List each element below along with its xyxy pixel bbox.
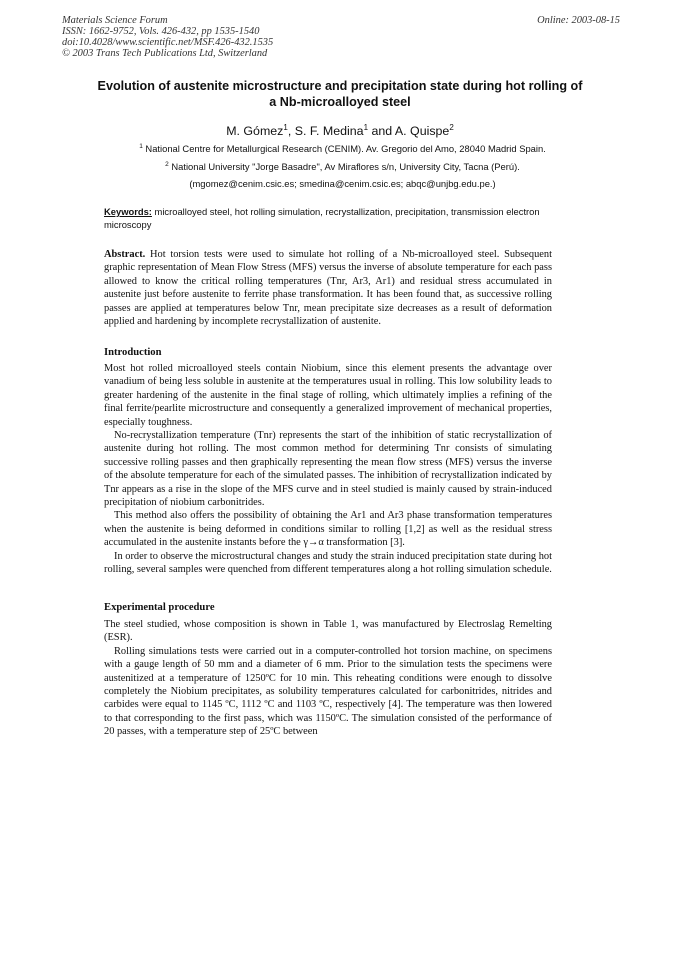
- abstract-label: Abstract.: [104, 249, 146, 260]
- affiliation-mark: 1: [139, 143, 143, 150]
- author-name: M. Gómez: [226, 124, 284, 139]
- author-name: S. F. Medina: [294, 124, 364, 139]
- author-affiliation-mark: 1: [283, 123, 288, 132]
- author-separator: ,: [287, 124, 295, 139]
- abstract-block: [104, 248, 552, 328]
- affiliation-mark: 2: [165, 161, 169, 168]
- online-date: Online: 2003-08-15: [537, 15, 620, 26]
- affiliation-text: National Centre for Metallurgical Research (CENIM). Av. Gregorio del Amo, 28040 Madrid Spain.: [142, 143, 546, 155]
- experimental-heading: Experimental procedure: [104, 602, 215, 613]
- paragraph: Most hot rolled microalloyed steels contain Niobium, since this element presents the advantage over vanadium of being less soluble in austenite at the temperatures usual in rolling. This low solubility leads to greater hardening of the austenite in the final stage of rolling, which ultimately implies a refining of the final ferrite/pearlite microstructure and consequently a generalized improvement of mechanical properties, especially toughness.: [104, 363, 552, 428]
- paragraph: This method also offers the possibility of obtaining the Ar1 and Ar3 phase transformation temperatures when the austenite is being deformed in conditions similar to rolling [1,2] as well as the residual stress accumulated in the austenite instants before the γ→α transformation [3].: [104, 510, 552, 549]
- keywords-label: Keywords:: [104, 206, 152, 217]
- author-affiliation-mark: 1: [363, 123, 369, 132]
- keywords-block: [104, 205, 560, 231]
- author-affiliation-mark: 2: [449, 123, 454, 132]
- introduction-heading: Introduction: [104, 347, 162, 358]
- affiliation-1: [95, 140, 590, 155]
- introduction-body: [104, 362, 552, 577]
- paragraph: In order to observe the microstructural changes and study the strain induced precipitation state during hot rolling, several samples were quenched from different temperatures along a hot rolling simulation schedule.: [104, 550, 552, 576]
- author-emails: (mgomez@cenim.csic.es; smedina@cenim.csic.es; abqc@unjbg.edu.pe.): [189, 178, 496, 189]
- copyright-line: © 2003 Trans Tech Publications Ltd, Switzerland: [62, 48, 268, 59]
- keywords-text: microalloyed steel, hot rolling simulation, recrystallization, precipitation, transmission electron microscopy: [104, 206, 540, 230]
- author-separator: and: [368, 124, 395, 139]
- author-name: A. Quispe: [394, 124, 450, 139]
- doi-line: doi:10.4028/www.scientific.net/MSF.426-432.1535: [62, 37, 274, 48]
- paragraph: The steel studied, whose composition is shown in Table 1, was manufactured by Electroslag Remelting (ESR).: [104, 619, 552, 644]
- issn-line: ISSN: 1662-9752, Vols. 426-432, pp 1535-1540: [62, 26, 260, 37]
- paper-title: Evolution of austenite microstructure and precipitation state during hot rolling of a Nb-microalloyed steel: [97, 79, 583, 109]
- author-list: [95, 120, 585, 139]
- paragraph: Rolling simulations tests were carried out in a computer-controlled hot torsion machine, on specimens with a gauge length of 50 mm and a diameter of 6 mm. Prior to the simulation tests the specimens were austenitized at a temperature of 1250ºC for 10 min. This reheating conditions were enough to dissolve completely the Niobium precipitates, as solubility temperatures calculated for carbonitrides, nitrides and carbides were equal to 1145 ºC, 1112 ºC and 1103 ºC, respectively [4]. The temperature was then lowered to that corresponding to the first pass, which was 1150ºC. The simulation consisted of the performance of 20 passes, with a temperature step of 25ºC between: [104, 645, 552, 738]
- affiliation-text: National University "Jorge Basadre", Av Miraflores s/n, University City, Tacna (Perú).: [168, 161, 520, 173]
- abstract-text: Hot torsion tests were used to simulate hot rolling of a Nb-microalloyed steel. Subsequent graphic representation of Mean Flow Stress (MFS) versus the inverse of absolute temperature for each pass allowed to know the critical rolling temperatures (Tnr, Ar3, Ar1) and residual stress accumulated in austenite just before austenite to ferrite phase transformation. It has been found that, as successive rolling passes are applied at temperatures below Tnr, mean precipitate size decreases as a result of deformation applied and hardening by incomplete recrystallization of austenite.: [104, 249, 552, 328]
- journal-header: [62, 15, 392, 59]
- paragraph: No-recrystallization temperature (Tnr) represents the start of the inhibition of static recrystallization of austenite during hot rolling. The most common method for determining Tnr consists of simulating successive rolling passes and then graphically representing the mean flow stress (MFS) versus the inverse of the absolute temperature for each of the simulated passes. The inhibition of recrystallization indicated by Tnr appears as a rise in the slope of the MFS curve and in steel studied is mainly caused by strain-induced precipitation of niobium carbonitrides.: [104, 430, 552, 509]
- journal-name: Materials Science Forum: [62, 15, 168, 26]
- affiliation-2: [95, 158, 590, 173]
- experimental-body: [104, 618, 552, 739]
